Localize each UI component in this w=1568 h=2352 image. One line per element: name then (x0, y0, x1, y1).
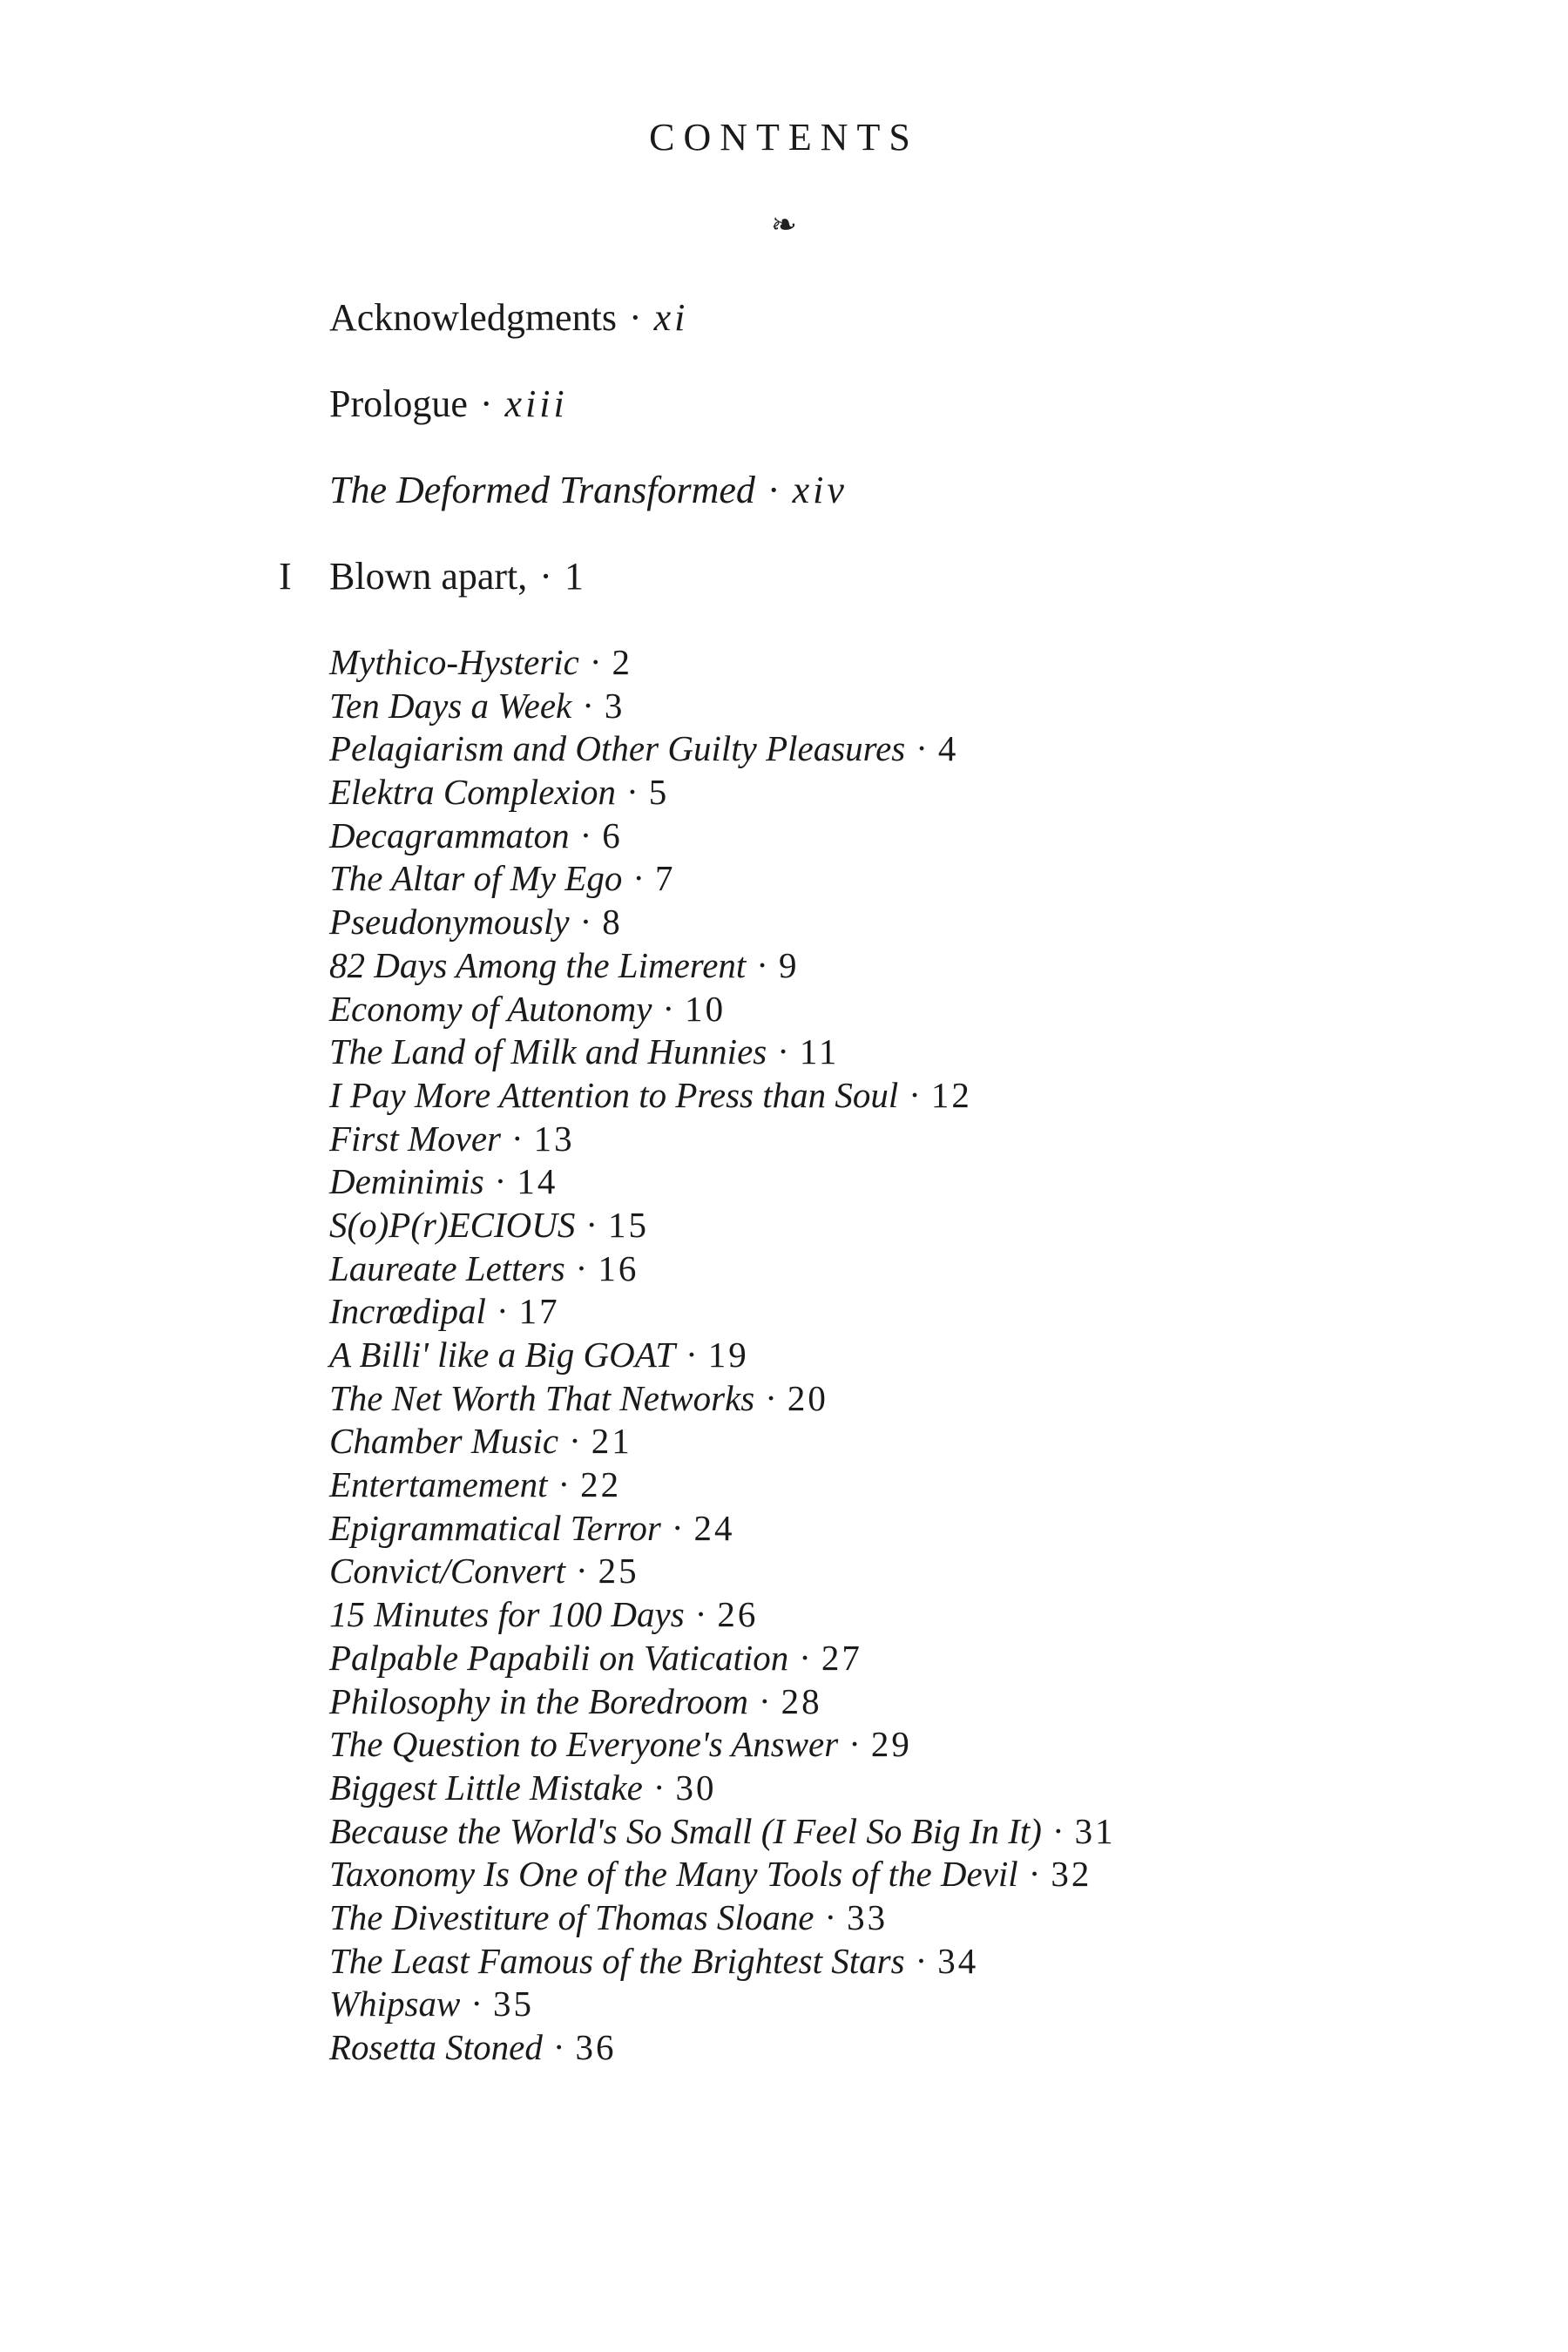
entry-title: 15 Minutes for 100 Days (329, 1594, 685, 1635)
entry-title: Ten Days a Week (329, 685, 572, 726)
toc-entry-list (329, 641, 1116, 2070)
toc-entry[interactable] (329, 1680, 1116, 1724)
toc-entry[interactable] (329, 1507, 1116, 1551)
separator-dot: · (579, 902, 592, 943)
toc-entry[interactable] (329, 2026, 1116, 2070)
toc-entry[interactable] (329, 1290, 1116, 1334)
toc-entry-deformed-transformed[interactable] (329, 469, 848, 512)
separator-dot: · (494, 1161, 507, 1202)
separator-dot: · (539, 555, 552, 598)
entry-page: 11 (799, 1031, 840, 1072)
separator-dot: · (777, 1031, 789, 1072)
entry-page: 4 (937, 728, 959, 769)
toc-entry[interactable] (329, 1463, 1116, 1507)
entry-page: 14 (517, 1161, 558, 1202)
entry-title: Whipsaw (329, 1984, 461, 2024)
entry-title: Pelagiarism and Other Guilty Pleasures (329, 728, 906, 769)
entry-page: 3 (604, 685, 625, 726)
toc-entry[interactable] (329, 1247, 1116, 1291)
toc-entry[interactable] (329, 1593, 1116, 1637)
entry-title: The Net Worth That Networks (329, 1377, 755, 1418)
toc-entry[interactable] (329, 1810, 1116, 1854)
separator-dot: · (569, 1421, 581, 1462)
toc-entry[interactable] (329, 1853, 1116, 1896)
entry-title: Taxonomy Is One of the Many Tools of the Devil (329, 1854, 1018, 1895)
entry-page: 32 (1051, 1854, 1092, 1895)
entry-page: 8 (602, 902, 623, 943)
toc-entry[interactable] (329, 857, 1116, 901)
entry-page: 15 (608, 1204, 650, 1245)
entry-page: 36 (575, 2027, 617, 2067)
entry-page: xi (653, 296, 689, 339)
entry-title: Convict/Convert (329, 1551, 566, 1592)
entry-title: Philosophy in the Boredroom (329, 1680, 748, 1721)
entry-page: 13 (533, 1118, 575, 1159)
entry-title: First Mover (329, 1118, 501, 1159)
separator-dot: · (848, 1724, 861, 1765)
separator-dot: · (576, 1551, 588, 1592)
toc-entry[interactable] (329, 1377, 1116, 1421)
separator-dot: · (758, 1680, 771, 1721)
separator-dot: · (558, 1464, 571, 1505)
separator-dot: · (909, 1074, 921, 1115)
entry-page: 12 (930, 1074, 972, 1115)
separator-dot: · (1051, 1810, 1064, 1851)
separator-dot: · (916, 728, 928, 769)
separator-dot: · (767, 469, 781, 511)
toc-entry[interactable] (329, 1940, 1116, 1984)
toc-entry[interactable] (329, 1204, 1116, 1247)
entry-page: 7 (654, 858, 676, 899)
separator-dot: · (662, 988, 675, 1029)
entry-title: Incrœdipal (329, 1291, 486, 1332)
separator-dot: · (671, 1507, 684, 1548)
entry-page: 34 (937, 1940, 979, 1981)
separator-dot: · (470, 1984, 483, 2024)
separator-dot: · (799, 1637, 811, 1678)
toc-entry[interactable] (329, 1031, 1116, 1074)
entry-title: Mythico-Hysteric (329, 642, 579, 682)
entry-title: The Question to Everyone's Answer (329, 1724, 839, 1765)
entry-title: Laureate Letters (329, 1247, 565, 1288)
toc-entry[interactable] (329, 1637, 1116, 1680)
entry-page: 26 (717, 1594, 759, 1635)
separator-dot: · (579, 814, 592, 855)
separator-dot: · (686, 1335, 698, 1375)
toc-entry[interactable] (329, 901, 1116, 944)
toc-entry[interactable] (329, 1896, 1116, 1940)
entry-page: 6 (602, 814, 623, 855)
separator-dot: · (824, 1896, 837, 1937)
entry-title: Acknowledgments (329, 296, 617, 339)
toc-entry[interactable] (329, 1334, 1116, 1377)
toc-entry[interactable] (329, 1160, 1116, 1204)
entry-page: 30 (675, 1767, 717, 1808)
entry-page: 2 (612, 642, 633, 682)
toc-entry[interactable] (329, 1420, 1116, 1463)
separator-dot: · (479, 382, 493, 425)
entry-title: Epigrammatical Terror (329, 1507, 661, 1548)
entry-page: 19 (707, 1335, 749, 1375)
separator-dot: · (511, 1118, 524, 1159)
entry-title: Biggest Little Mistake (329, 1767, 643, 1808)
entry-title: Prologue (329, 382, 468, 425)
entry-page: 17 (518, 1291, 560, 1332)
separator-dot: · (915, 1940, 928, 1981)
separator-dot: · (589, 642, 602, 682)
entry-page: 20 (787, 1377, 828, 1418)
entry-page: 25 (598, 1551, 639, 1592)
toc-entry[interactable] (329, 771, 1116, 814)
fleuron-ornament-icon: ❧ (770, 207, 798, 243)
entry-page: 31 (1074, 1810, 1116, 1851)
entry-page: 21 (591, 1421, 632, 1462)
entry-title: Elektra Complexion (329, 772, 617, 813)
toc-entry[interactable] (329, 1723, 1116, 1767)
entry-page: 9 (778, 944, 800, 985)
entry-title: The Divestiture of Thomas Sloane (329, 1896, 814, 1937)
entry-title: Rosetta Stoned (329, 2027, 543, 2067)
separator-dot: · (496, 1291, 509, 1332)
toc-entry[interactable] (329, 1767, 1116, 1810)
entry-page: 22 (580, 1464, 622, 1505)
entry-title: Chamber Music (329, 1421, 559, 1462)
separator-dot: · (652, 1767, 666, 1808)
entry-page: xiii (504, 382, 568, 425)
entry-title: The Altar of My Ego (329, 858, 623, 899)
entry-page: 35 (493, 1984, 535, 2024)
entry-title: The Least Famous of the Brightest Stars (329, 1940, 905, 1981)
entry-title: A Billi' like a Big GOAT (329, 1335, 676, 1375)
separator-dot: · (632, 858, 645, 899)
entry-title: Decagrammaton (329, 814, 570, 855)
toc-entry[interactable] (329, 1983, 1116, 2026)
toc-entry[interactable] (329, 1074, 1116, 1118)
toc-entry[interactable] (329, 944, 1116, 988)
entry-page: 29 (870, 1724, 912, 1765)
separator-dot: · (582, 685, 594, 726)
entry-page: 33 (847, 1896, 889, 1937)
toc-entry[interactable] (329, 988, 1116, 1031)
entry-page: 10 (685, 988, 727, 1029)
part-page: 1 (564, 555, 587, 598)
part-title: Blown apart, (329, 555, 528, 598)
entry-title: Because the World's So Small (I Feel So Big In It) (329, 1810, 1042, 1851)
entry-title: The Deformed Transformed (329, 469, 755, 511)
toc-entry[interactable] (329, 641, 1116, 685)
toc-entry[interactable] (329, 1118, 1116, 1161)
toc-entry[interactable] (329, 1550, 1116, 1593)
toc-part-heading[interactable] (279, 555, 587, 598)
toc-entry[interactable] (329, 727, 1116, 771)
separator-dot: · (756, 944, 768, 985)
entry-title: Palpable Papabili on Vatication (329, 1637, 789, 1678)
entry-page: xiv (792, 469, 848, 511)
entry-title: S(o)P(r)ECIOUS (329, 1204, 576, 1245)
entry-title: The Land of Milk and Hunnies (329, 1031, 767, 1072)
entry-page: 5 (648, 772, 670, 813)
toc-entry-prologue[interactable] (329, 382, 568, 426)
page-title: CONTENTS (649, 116, 919, 159)
entry-page: 28 (781, 1680, 822, 1721)
entry-title: Deminimis (329, 1161, 484, 1202)
entry-title: 82 Days Among the Limerent (329, 944, 747, 985)
separator-dot: · (626, 772, 639, 813)
entry-title: Entertamement (329, 1464, 548, 1505)
separator-dot: · (694, 1594, 707, 1635)
entry-title: Economy of Autonomy (329, 988, 652, 1029)
separator-dot: · (585, 1204, 598, 1245)
toc-entry-acknowledgments[interactable] (329, 296, 688, 340)
entry-page: 16 (598, 1247, 639, 1288)
separator-dot: · (552, 2027, 565, 2067)
entry-page: 24 (693, 1507, 735, 1548)
entry-title: I Pay More Attention to Press than Soul (329, 1074, 899, 1115)
separator-dot: · (1028, 1854, 1041, 1895)
entry-title: Pseudonymously (329, 902, 570, 943)
toc-entry[interactable] (329, 685, 1116, 728)
separator-dot: · (628, 296, 642, 339)
separator-dot: · (575, 1247, 588, 1288)
toc-entry[interactable] (329, 814, 1116, 858)
part-number: I (279, 555, 292, 598)
separator-dot: · (765, 1377, 777, 1418)
entry-page: 27 (821, 1637, 862, 1678)
